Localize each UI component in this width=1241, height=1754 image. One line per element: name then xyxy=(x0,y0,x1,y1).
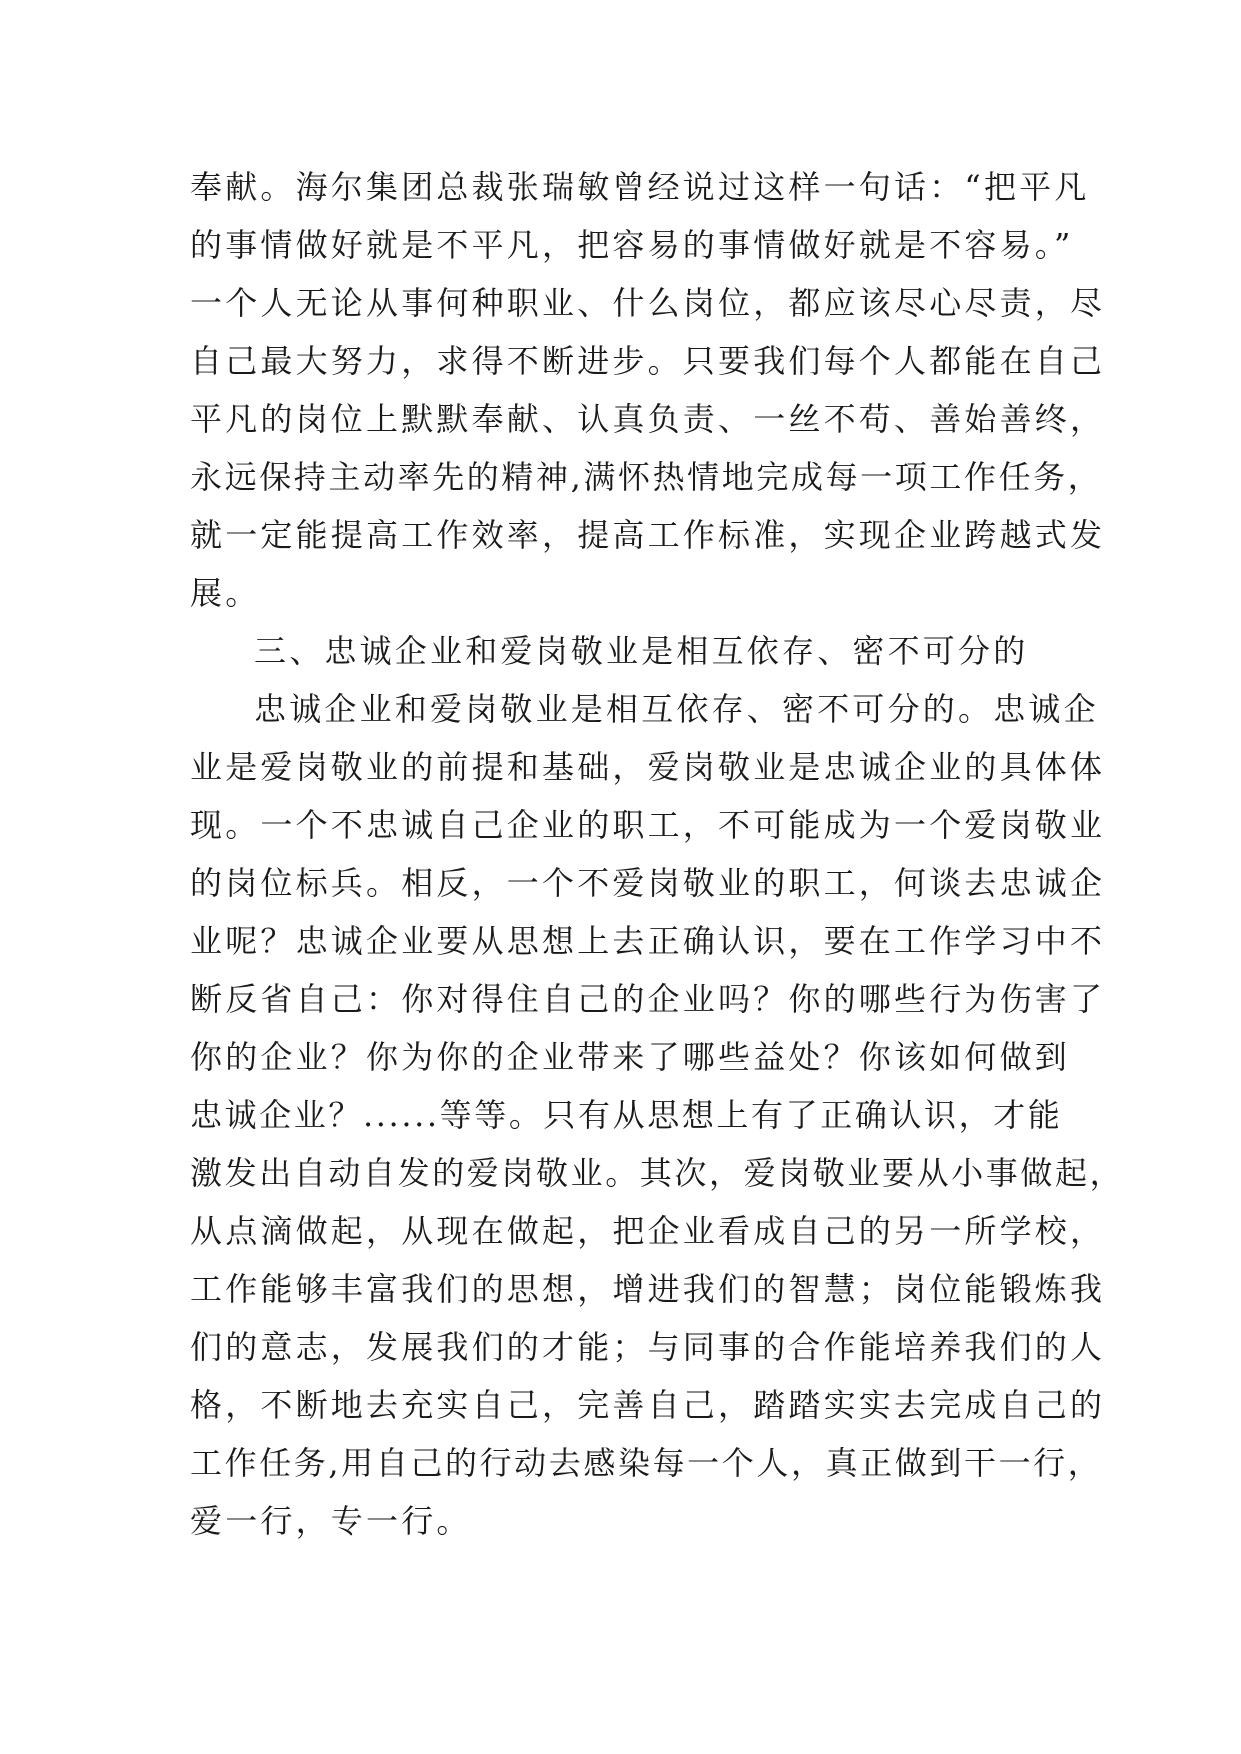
paragraph-line: 就一定能提高工作效率，提高工作标准，实现企业跨越式发 xyxy=(190,516,1106,554)
paragraph-line: 一个人无论从事何种职业、什么岗位，都应该尽心尽责，尽 xyxy=(190,284,1106,322)
paragraph-line: 激发出自动自发的爱岗敬业。其次，爱岗敬业要从小事做起， xyxy=(190,1154,1125,1192)
paragraph-line: 从点滴做起，从现在做起，把企业看成自己的另一所学校， xyxy=(190,1212,1106,1250)
paragraph-line: 业是爱岗敬业的前提和基础，爱岗敬业是忠诚企业的具体体 xyxy=(190,748,1106,786)
paragraph-line: 们的意志，发展我们的才能；与同事的合作能培养我们的人 xyxy=(190,1328,1106,1366)
paragraph-line: 的事情做好就是不平凡，把容易的事情做好就是不容易。” xyxy=(190,226,1074,264)
paragraph-line: 的岗位标兵。相反，一个不爱岗敬业的职工，何谈去忠诚企 xyxy=(190,864,1106,902)
document-body xyxy=(190,158,1125,1550)
section-heading: 三、忠诚企业和爱岗敬业是相互依存、密不可分的 xyxy=(254,632,1029,670)
paragraph-line: 你的企业？你为你的企业带来了哪些益处？你该如何做到 xyxy=(190,1038,1071,1076)
paragraph-line: 展。 xyxy=(190,574,261,612)
paragraph-line: 奉献。海尔集团总裁张瑞敏曾经说过这样一句话：“把平凡 xyxy=(190,168,1090,206)
paragraph-line: 平凡的岗位上默默奉献、认真负责、一丝不苟、善始善终， xyxy=(190,400,1106,438)
paragraph-line: 忠诚企业和爱岗敬业是相互依存、密不可分的。忠诚企 xyxy=(254,690,1099,728)
paragraph-line: 现。一个不忠诚自己企业的职工，不可能成为一个爱岗敬业 xyxy=(190,806,1106,844)
paragraph-line: 自己最大努力，求得不断进步。只要我们每个人都能在自己 xyxy=(190,342,1106,380)
paragraph-line: 爱一行，专一行。 xyxy=(190,1502,472,1540)
paragraph-line: 格，不断地去充实自己，完善自己，踏踏实实去完成自己的 xyxy=(190,1386,1106,1424)
paragraph-line: 业呢？忠诚企业要从思想上去正确认识，要在工作学习中不 xyxy=(190,922,1106,960)
paragraph-line: 忠诚企业？......等等。只有从思想上有了正确认识，才能 xyxy=(190,1096,1063,1134)
paragraph-line: 永远保持主动率先的精神,满怀热情地完成每一项工作任务， xyxy=(190,458,1103,496)
paragraph-line: 断反省自己：你对得住自己的企业吗？你的哪些行为伤害了 xyxy=(190,980,1106,1018)
paragraph-line: 工作能够丰富我们的思想，增进我们的智慧；岗位能锻炼我 xyxy=(190,1270,1106,1308)
paragraph-line: 工作任务,用自己的行动去感染每一个人，真正做到干一行， xyxy=(190,1444,1103,1482)
